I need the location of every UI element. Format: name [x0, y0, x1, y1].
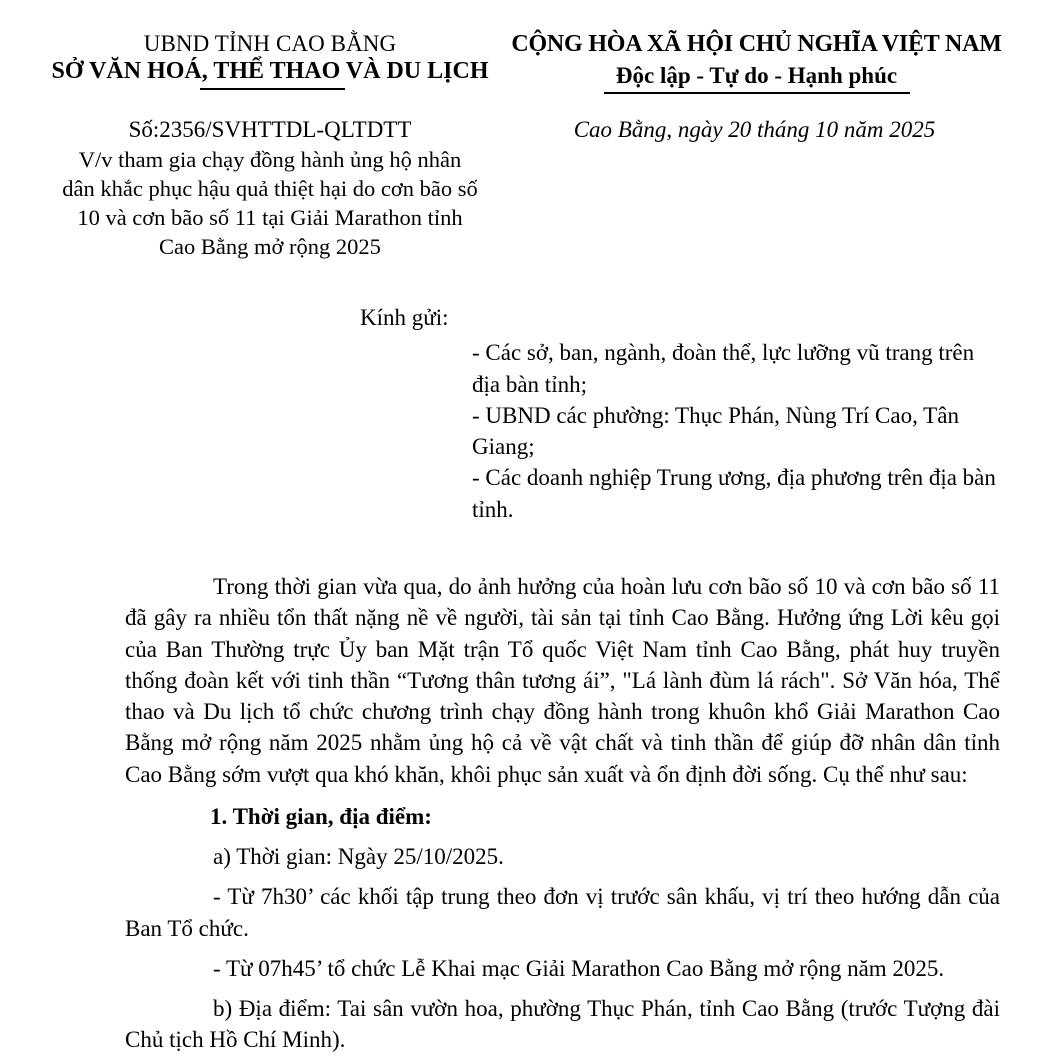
section-1-item-a-dash-2: - Từ 07h45’ tổ chức Lễ Khai mạc Giải Marathon Cao Bằng mở rộng năm 2025.	[213, 955, 945, 981]
intro-paragraph: Trong thời gian vừa qua, do ảnh hưởng của hoàn lưu cơn bão số 10 và cơn bão số 11 đã gây ra nhiều tổn thất nặng nề về người, tài sản tại tỉnh Cao Bằng. Hưởng ứng Lời kêu gọi của Ban Thường trực Ủy ban Mặt trận Tổ quốc Việt Nam tỉnh Cao Bằng, phát huy truyền thống đoàn kết với tinh thần “Tương thân tương ái”, "Lá lành đùm lá rách". Sở Văn hóa, Thể thao và Du lịch tổ chức chương trình chạy đồng hành trong khuôn khổ Giải Marathon Cao Bằng mở rộng năm 2025 nhằm ủng hộ cả về vật chất và tinh thần để giúp đỡ nhân dân tỉnh Cao Bằng sớm vượt qua khó khăn, khôi phục sản xuất và ổn định đời sống. Cụ thể như sau:	[125, 573, 1000, 787]
section-1-heading: 1. Thời gian, địa điểm:	[210, 803, 432, 829]
issuing-authority-underline	[200, 88, 345, 90]
document-place-date-block	[490, 116, 1029, 145]
recipients-block	[0, 303, 1049, 524]
national-title: CỘNG HÒA XÃ HỘI CHỦ NGHĨA VIỆT NAM	[511, 31, 1002, 57]
issuing-authority-block	[20, 30, 490, 90]
document-subject-line: Cao Bằng mở rộng 2025	[159, 233, 381, 259]
section-1-item-a-dash-1: - Từ 7h30’ các khối tập trung theo đơn vị trước sân khấu, vị trí theo hướng dẫn của Ban Tổ chức.	[125, 884, 1000, 941]
document-masthead	[0, 0, 1049, 94]
issuing-authority-parent: UBND TỈNH CAO BẰNG	[143, 31, 397, 56]
document-subject-line: 10 và cơn bão số 11 tại Giải Marathon tỉnh	[77, 204, 463, 230]
document-meta-row	[0, 116, 1049, 262]
recipient-item: - Các doanh nghiệp Trung ương, địa phương trên địa bàn tỉnh.	[472, 465, 996, 522]
document-subject	[50, 146, 490, 261]
national-motto: Độc lập - Tự do - Hạnh phúc	[615, 62, 898, 88]
section-1-item-b: b) Địa điểm: Tai sân vườn hoa, phường Thục Phán, tỉnh Cao Bằng (trước Tượng đài Chủ tịch Hồ Chí Minh).	[125, 996, 1000, 1053]
document-reference-block	[20, 116, 490, 262]
national-heading-block	[490, 30, 1029, 94]
recipients-label: Kính gửi:	[360, 305, 449, 331]
document-place-date: Cao Bằng, ngày 20 tháng 10 năm 2025	[573, 116, 936, 142]
issuing-authority-name: SỞ VĂN HOÁ, THỂ THAO VÀ DU LỊCH	[51, 58, 489, 85]
section-1-item-a: a) Thời gian: Ngày 25/10/2025.	[213, 844, 504, 870]
recipient-item: - UBND các phường: Thục Phán, Nùng Trí Cao, Tân Giang;	[472, 402, 959, 460]
recipient-item: - Các sở, ban, ngành, đoàn thể, lực lưỡng vũ trang trên địa bàn tỉnh;	[472, 340, 975, 397]
document-body	[0, 571, 1049, 1056]
recipients-list	[360, 337, 1001, 525]
document-number: Số:2356/SVHTTDL-QLTDTT	[128, 116, 412, 142]
national-motto-underline	[604, 92, 910, 94]
document-subject-line: dân khắc phục hậu quả thiệt hại do cơn bão số	[62, 176, 478, 202]
document-subject-line: V/v tham gia chạy đồng hành ủng hộ nhân	[78, 147, 462, 173]
